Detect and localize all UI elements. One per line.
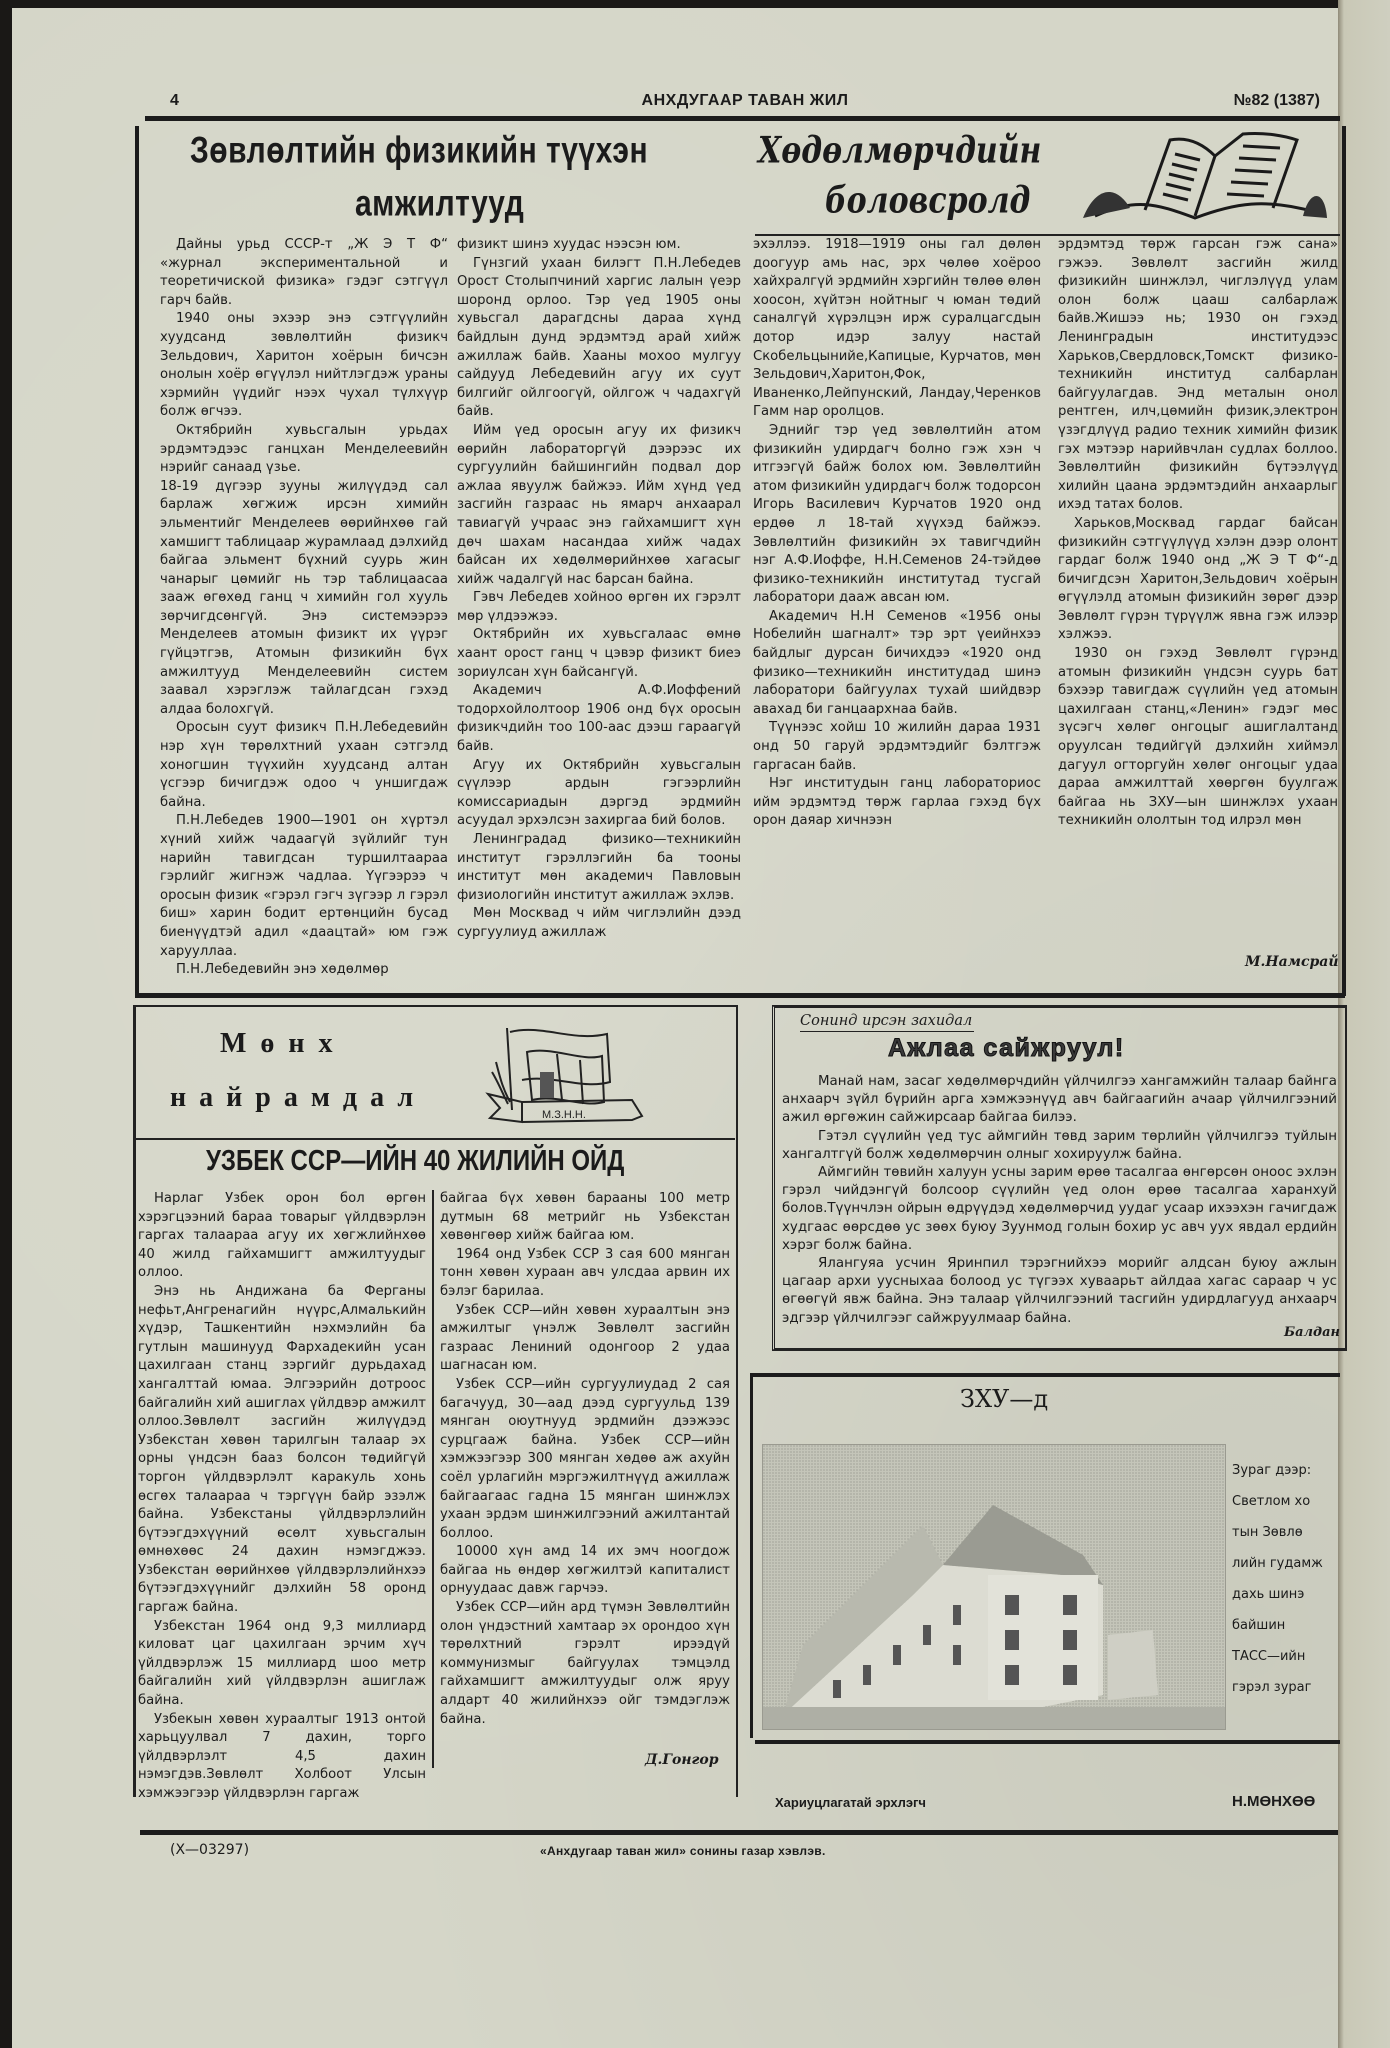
paragraph: Дайны урьд СССР-т „Ж Э Т Ф“ «журнал экспериментальной и теоретичиской физика» гэдэг сэтгүүл гарч байв. [160,237,448,308]
paragraph: Оросын суут физикч П.Н.Лебедевийн нэр хүн төрөлхтний ухаан сэтгэлд хоногшин түүхийн хуудсанд алтан үсгээр бичигдэж одоо ч уншигдаж байна. [160,720,448,810]
friendship-column-1 [138,1190,426,1804]
paragraph: Агуу их Октябрийн хувьсгалын сүүлээр ардын гэгээрлийн комиссариадын дэргэд эрдмийн асуудал эрхэлсэн захиргаа бий болов. [457,757,741,829]
letter-paragraph: Ялангуяа усчин Яринпил тэрэгнийхээ морийг алдсан буюу ажлын цагаар архи уусныхаа болоод ус түгээх хуваарьт айлдаа хагас сараар ч ус өгөөгүй явж байна. Энэ талаар үйлчилгээний тасгийн удирдлагууд анхаарч эдгээр үйлчилгээг сайжруулмаар байна. [782,1256,1337,1326]
letter-paragraph: Манай нам, засаг хөдөлмөрчдийн үйлчилгээ хангамжийн талаар байнга анхаарч зүйл бүрийн арга хэмжээнүүд авч байгаагийн ачаар үйлчилгээний ажил өргөжин сайжирсаар байгаа билээ. [782,1074,1337,1126]
paragraph: Түүнээс хойш 10 жилийн дараа 1931 онд 50 гаруй эрдэмтэдийг бэлтгэж гаргасан байв. [753,720,1041,773]
footer-rule [140,1830,1338,1835]
paragraph: Гүнзгий ухаан билэгт П.Н.Лебедев Орост Столыпчиний харгис лалын үеэр шоронд орлоо. Тэр үед 1905 оны хувьсгал дарагдсны дараа хүнд байдлын дунд эрдэмтэд арай хийж ажиллаж байв. Хааны мохоо мулгуу сайдууд Лебедевийн агуу их суут билгийг ойлгоогүй, ойлгож ч чадахгүй байв. [457,255,741,420]
letter-paragraph: Аймгийн төвийн халуун усны зарим өрөө тасалгаа өнгөрсөн оноос эхлэн гэрэл чийдэнгүй болсоор сүүлийн үед олон өрөө тасалгаа харанхуй болов.Түүнчлэн ойрын өдрүүдэд хөдөлмөрчид уудаг усаар ихээхэн гачигдаж худгаас өөрсдөө ус зөөх буюу Зуунмод голын бохир ус авч уух явдал ердийн хэрэг болж байна. [782,1165,1337,1253]
caption-line: Зураг дээр: [1232,1463,1312,1478]
physics-column-1 [160,236,448,980]
paragraph: 1964 онд Узбек ССР 3 сая 600 мянган тонн хөвөн хураан авч улсдаа арвин их бэлэг барилаа. [440,1246,730,1299]
physics-author: М.Намсрай [1245,954,1339,970]
photo-left-rule [750,1373,753,1738]
paragraph: 1930 он гэхэд Зөвлөлт гүрэнд атомын физикийн үндсэн суурь бат бэхээр тавигдаж сүүлийн үед атомын цахилгаан станц,«Ленин» гэдэг мөс зүсэгч хөлөг онгоцыг ашиглалтанд оруулсан төдийгүй дэлхийн хиймэл дагуул огторгуйн хөлөг онгоцыг удаа дараа амжилттай хөөргөн буулгаж байгаа нь ЗХУ—ын шинжлэх ухаан техникийн ололтын тод илрэл мөн [1058,646,1338,829]
letter-body [782,1073,1337,1328]
caption-line: тын Зөвлө [1232,1525,1303,1540]
paragraph: байгаа бүх хөвөн барааны 100 метр дутмын 68 метрийг нь Узбекстан хөвөнгөөр хийж байгаа юм. [440,1191,730,1244]
paragraph: Узбек ССР—ийн сургуулиудад 2 сая багачууд, 30—аад дээд сургуульд 139 мянган оюутнууд эрдмийн дээжээс сурцгааж байна. Узбек ССР—ийн хэмжээгээр 300 мянган хөдөө аж ахуйн соёл урлагийн мэргэжилтнүүд ажиллаж байгаагаас гадна 15 мянган шинжлэх ухаан эрдэм шинжилгээний ажилтантай боллоо. [440,1376,730,1541]
page-number: 4 [170,92,179,109]
order-code: (Х—03297) [170,1842,250,1858]
paragraph: 1940 оны эхээр энэ сэтгүүлийн хуудсанд зөвлөлтийн физикч Зельдович, Харитон хоёрын бичсэн онолын хоёр өгүүлэл нийтлэгдэж ураны хэрмийн үүдийг нээх чухал түлхүүр болж өгчээ. [160,311,448,420]
paragraph: Октябрийн хувьсгалын урьдах эрдэмтэдээс ганцхан Менделеевийн нэрийг санаад үзье. [160,422,448,476]
editor-label: Хариуцлагатай эрхлэгч [775,1795,926,1810]
paragraph: Гэвч Лебедев хойноо өргөн их гэрэлт мөр үлдээжээ. [457,590,741,624]
friendship-rubric-line1: Мөнх [220,1028,347,1059]
friendship-rubric-line2: найрамдал [170,1082,427,1113]
photo-top-rule [750,1373,1340,1377]
physics-headline-line1: Зөвлөлтийн физикийн түүхэн [190,130,649,172]
paragraph: 10000 хүн амд 14 их эмч ноогдож байгаа нь өндөр хөгжилтэй капиталист орнуудаас давж гарчээ. [440,1544,730,1597]
letter-paragraph: Гэтэл сүүлийн үед тус аймгийн төвд зарим төрлийн үйлчилгээ туйлын хангалтгүй болж хөдөлмөрчин олныг хохируулж байна. [782,1128,1337,1162]
caption-line: байшин [1232,1618,1286,1633]
paragraph: Узбекын хөвөн хураалтыг 1913 онтой харьцуулвал 7 дахин, торго үйлдвэрлэлт 4,5 дахин нэмэгдэв.Зөвлөлт Холбоот Улсын хэмжээгээр үйлдвэрлэн гаргаж [138,1711,426,1801]
caption-line: Светлом хо [1232,1494,1311,1509]
paragraph: Узбек ССР—ийн хөвөн хураалтын энэ амжилтыг үнэлж Зөвлөлт засгийн газраас Лениний одонгоор 2 удаа шагнасан юм. [440,1302,730,1374]
editor-name: Н.МӨНХӨӨ [1232,1793,1316,1810]
emblem-label: М.З.Н.Н. [542,1109,586,1121]
friendship-author: Д.Гонгор [645,1752,719,1768]
caption-line: гэрэл зураг [1232,1680,1312,1695]
letter-rubric: Сонинд ирсэн захидал [800,1013,974,1032]
physics-column-4 [1058,236,1338,831]
printer-line: «Анхдугаар таван жил» сонины газар хэвлэв. [540,1844,826,1858]
paragraph: Нэг институдын ганц лабораториос ийм эрдэмтэд төрж гарлаа гэхэд бүх орон даяар хичнээн [753,776,1041,829]
physics-column-3 [753,236,1041,831]
frame-right-rule [1342,126,1346,996]
newspaper-name: АНХДУГААР ТАВАН ЖИЛ [641,92,849,109]
paragraph: Мөн Москвад ч ийм чиглэлийн дээд сургуулиуд ажиллаж [457,906,741,940]
issue-number: №82 (1387) [1233,92,1320,109]
flag-emblem-icon [482,1022,647,1127]
masthead-rule [145,116,1340,121]
caption-line: лийн гудамж [1232,1556,1323,1571]
paragraph: Ленинградад физико—техникийн институт гэрэллэгийн ба тооны институт мөн академич Павловын физиологийн институт ажиллаж эхлэв. [457,832,741,903]
paragraph: эрдэмтэд төрж гарсан гэж сана» гэжээ. Зөвлөлт засгийн жилд физикийн шинжлэл, чиглэлүүд улам олон болж цааш салбарлаж байв.Жишээ нь; 1930 он гэхэд Ленинградын институдээс Харьков,Свердловск,Томскт физико-техникийн институд салбарлан байгуулагдав. Энд металын онол рентген, илч,цөмийн физик,электрон үзэгдлүүд радио техник химийн физик гэх мэтээр нарийвчлан судлах боллоо. Зөвлөлтийн физикийн бүтээлүүд хилийн цаана эрдэмтэдийн анхаарлыг ихэд татах болов. [1058,237,1338,513]
photo-caption [1232,1455,1342,1703]
friendship-divider [133,1138,735,1140]
education-headline-line1: Хөдөлмөрчдийн [758,130,1042,172]
photo-title: ЗХУ—д [960,1385,1049,1413]
caption-line: дахь шинэ [1232,1587,1305,1602]
photo-bottom-rule [755,1740,1340,1744]
frame-left-rule [135,126,139,996]
education-headline-line2: боловсролд [825,180,1031,222]
apartment-building-image [763,1445,1225,1729]
paragraph: 18-19 дүгээр зууны жилүүдэд сал барлаж хөгжиж ирсэн химийн эльментийг Менделеев өөрийнхөө гай хамшигт таблицаар журамлаад дэлхийд байгаа эльмент бүхний суурь жин чанарыг цөмийг нь тэр таблицаасаа зааж өгөхөд ганц ч химийн гол хууль зөрчигдсөнгүй. Энэ системээрээ Менделеев атомын физикт их үүрэг гүйцэтгэв, Атомын физикийн бүх амжилтууд Менделеевийн систем заавал хэрэглэж тайлагдсан гэхэд алдаа болохгүй. [160,478,448,717]
physics-headline-line2: амжилтууд [355,183,525,225]
paragraph: эхэллээ. 1918—1919 оны гал дөлөн доогуур амь нас, эрх чөлөө хоёроо хайхралгүй эрдмийн хэргийн төлөө өлөн хоосон, хүйтэн нойтныг ч юман төдий саналгүй хүрэлцэн ирж суралцагсдын дотор идэр залуу настай Скобельцынийе,Капицые, Курчатов, мөн Зельдович,Харитон,Фок, Иваненко,Лейпунский, Ландау,Черенков Гамм нар оролцов. [753,237,1041,420]
paragraph: Узбекстан 1964 онд 9,3 миллиард киловат цаг цахилгаан эрчим хүч үйлдвэрлэж 15 миллиард шоо метр байгалийн хий үйлдвэрлэн ашиглаж байна. [138,1618,426,1709]
paragraph: П.Н.Лебедев 1900—1901 он хүртэл хүний хийж чадаагүй зүйлийг тун нарийн тавигдсан туршилтаараа гэрлийг жигнэж чадлаа. Үүгээрээ ч оросын физик «гэрэл гэгч зүгээр л гэрэл биш» харин бодит ертөнцийн бусад биенүүдтэй адил «даацтай» юм гэж харууллаа. [160,813,448,959]
paragraph: Октябрийн их хувьсгалаас өмнө хаант орост ганц ч цэвэр физикт биеэ зориулсан хүн байсангүй. [457,627,741,680]
paragraph: П.Н.Лебедевийн энэ хөдөлмөр [176,962,389,978]
paragraph: физикт шинэ хуудас нээсэн юм. [457,237,681,252]
open-book-icon [1075,128,1330,224]
masthead [170,92,1320,114]
friendship-column-rule [432,1190,434,1768]
letter-author: Балдан [1284,1325,1340,1340]
building-photo [762,1444,1226,1730]
friendship-column-2 [440,1190,730,1729]
paragraph: Узбек ССР—ийн ард түмэн Зөвлөлтийн олон үндэстний хамтаар эх орондоо хүн төрөлхтний гэрэлт ирээдүй коммунизмыг байгуулах тэмцэлд гайхамшигт амжилтуудыг олж яруу алдарт 40 жилийнхээ ойг тэмдэглэж байна. [440,1600,730,1727]
paragraph: Нарлаг Узбек орон бол өргөн хэрэгцээний бараа товарыг үйлдвэрлэн гаргах талаараа агуу их хөгжлийнхөө 40 жилд гайхамшигт амжилтуудыг оллоо. [138,1191,426,1281]
letter-headline: Ажлаа сайжруул! [888,1034,1125,1062]
caption-line: ТАСС—ийн [1232,1649,1306,1664]
paragraph: Ийм үед оросын агуу их физикч өөрийн лабораторгүй дээрээс их сургуулийн байшингийн подвал дор ажлаа явуулж байжээ. Ийм хүнд үед засгийн газраас нь ямарч анхаарал тавиагүй учраас энэ гайхамшигт хүн дөч шахам насандаа хийж чадах байсан их хөдөлмөрийнхөө хагасыг хийж чадалгүй нас барсан байна. [457,422,741,587]
paragraph: Энэ нь Андижана ба Ферганы нефьт,Ангренагийн нүүрс,Алмалькийн хүдэр, Ташкентийн нэхмэлийн ба гутлын машинууд Фархадекийн усан цахилгаан станц зэргийг дурьдахад хангалттай юмаа. Элгээрийн дотроос байгалийн хий ашиглах үйлдвэр амжилт оллоо.Зөвлөлт засгийн жилүүдэд Узбекстан хөвөн тарилгын талаар эх орны үндсэн бааз болсон төдийгүй торгон үйлдвэрлэлт каракуль хонь өсгөх талаараа ч тэргүүн байр эзэлж байна. Узбекстаны үйлдвэрлэлийн бүтээгдэхүүний өсөлт хувьсгалын өмнөхөөс 24 дахин нэмэгджээ. Узбекстан өөрийнхөө үйлдвэрлэлийнхээ бүтээгдэхүүнийг дэлхийн 58 оронд гаргаж байна. [138,1283,426,1616]
friendship-headline: УЗБЕК ССР—ИЙН 40 ЖИЛИЙН ОЙД [206,1145,625,1178]
paragraph: Эднийг тэр үед зөвлөлтийн атом физикийн удирдагч болно гэж хэн ч итгээгүй байж болох юм. Зөвлөлтийн атом физикийн удирдагч болж тодорсон Игорь Василевич Курчатов 1920 онд ердөө л 18-тай хүүхэд байжээ. Зөвлөлтийн физикийн эх тавигчдийн нэг А.Ф.Иоффе, Н.Н.Семенов 24-тэйдөө физико-техникийн институтад тусгай лаборатори дааж авсан юм. [753,422,1041,606]
section-bottom-rule [135,993,1345,998]
paragraph: Академич А.Ф.Иоффений тодорхойлолтоор 1906 онд бүх оросын физикчдийн тоо 100-аас дээш гараагүй байв. [457,683,741,755]
physics-column-2 [457,236,741,943]
paragraph: Харьков,Москвад гардаг байсан физикийн сэтгүүлүүд хэлэн дээр олонт гардаг болж 1940 онд „Ж Э Т Ф“-д бичигдсэн Харитон,Зельдович хоёрын өгүүлэлд атомын физикийн зөрөг дээр Зөвлөлт гүрэн түрүүлж явна гэж илээр хэлжээ. [1058,515,1338,643]
paragraph: Академич Н.Н Семенов «1956 оны Нобелийн шагналт» тэр эрт үеийнхээ байдлыг дурсан бичихдээ «1920 онд физико—техникийн институдад шинэ лаборатори байгуулах тухай шийдвэр авахад би ганцаархнаа байв. [753,608,1041,717]
